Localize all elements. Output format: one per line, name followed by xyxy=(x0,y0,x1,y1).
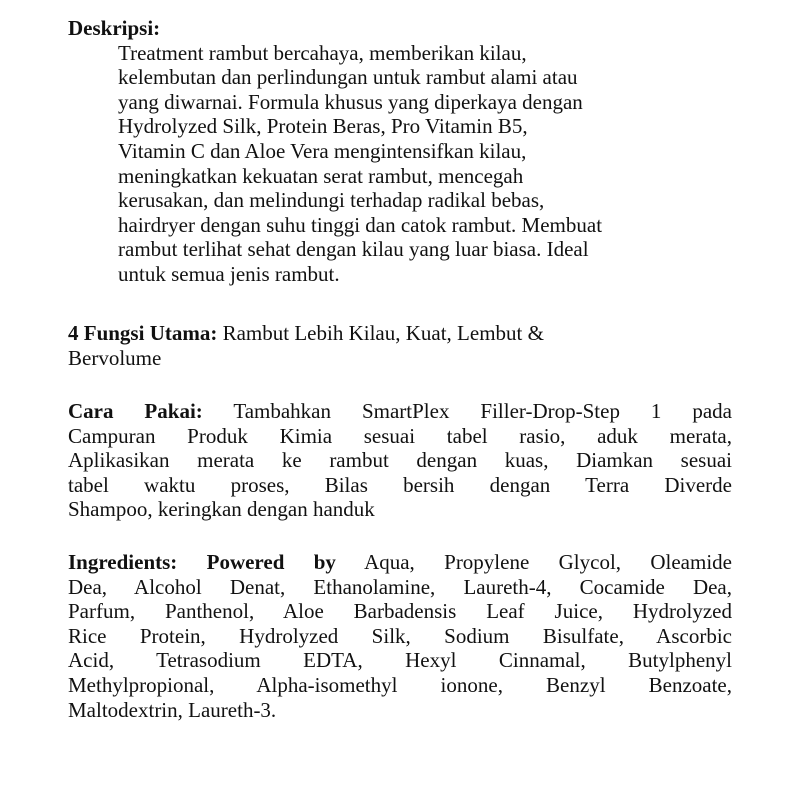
ingredients-line xyxy=(68,550,732,575)
description-line: meningkatkan kekuatan serat rambut, mencegah xyxy=(118,163,524,188)
description-section xyxy=(68,16,732,287)
usage-text: Tambahkan SmartPlex Filler-Drop-Step 1 pada xyxy=(202,399,732,423)
description-line: Treatment rambut bercahaya, memberikan kilau, xyxy=(118,40,527,65)
usage-line: Shampoo, keringkan dengan handuk xyxy=(68,497,375,522)
description-line: Hydrolyzed Silk, Protein Beras, Pro Vitamin B5, xyxy=(118,114,528,139)
description-body xyxy=(118,41,738,287)
description-line: rambut terlihat sehat dengan kilau yang luar biasa. Ideal xyxy=(118,237,589,262)
main-functions-section xyxy=(68,321,732,370)
usage-line: Campuran Produk Kimia sesuai tabel rasio, aduk merata, xyxy=(68,423,732,448)
ingredients-line: Acid, Tetrasodium EDTA, Hexyl Cinnamal, Butylphenyl xyxy=(68,648,732,673)
usage-line xyxy=(68,399,732,424)
description-line: Vitamin C dan Aloe Vera mengintensifkan kilau, xyxy=(118,138,527,163)
ingredients-line: Methylpropional, Alpha-isomethyl ionone, Benzyl Benzoate, xyxy=(68,672,732,697)
usage-heading: Cara Pakai: xyxy=(68,399,203,423)
description-line: kelembutan dan perlindungan untuk rambut alami atau xyxy=(118,65,578,90)
usage-section xyxy=(68,399,732,522)
description-heading: Deskripsi: xyxy=(68,16,161,40)
main-functions-line-2: Bervolume xyxy=(68,345,162,370)
main-functions-text: Rambut Lebih Kilau, Kuat, Lembut & xyxy=(217,321,544,345)
ingredients-line: Dea, Alcohol Denat, Ethanolamine, Laureth-4, Cocamide Dea, xyxy=(68,574,732,599)
ingredients-section xyxy=(68,550,732,722)
usage-line: tabel waktu proses, Bilas bersih dengan Terra Diverde xyxy=(68,472,732,497)
ingredients-heading: Ingredients: Powered by xyxy=(68,550,336,574)
description-line: yang diwarnai. Formula khusus yang diperkaya dengan xyxy=(118,89,583,114)
description-line: hairdryer dengan suhu tinggi dan catok rambut. Membuat xyxy=(118,212,603,237)
description-line: untuk semua jenis rambut. xyxy=(118,261,340,286)
ingredients-text: Aqua, Propylene Glycol, Oleamide xyxy=(335,550,732,574)
ingredients-line: Maltodextrin, Laureth-3. xyxy=(68,697,277,722)
main-functions-heading: 4 Fungsi Utama: xyxy=(68,321,218,345)
usage-line: Aplikasikan merata ke rambut dengan kuas, Diamkan sesuai xyxy=(68,448,732,473)
main-functions-line xyxy=(68,321,732,346)
description-line: kerusakan, dan melindungi terhadap radikal bebas, xyxy=(118,188,545,213)
ingredients-line: Rice Protein, Hydrolyzed Silk, Sodium Bisulfate, Ascorbic xyxy=(68,623,732,648)
ingredients-line: Parfum, Panthenol, Aloe Barbadensis Leaf Juice, Hydrolyzed xyxy=(68,599,732,624)
